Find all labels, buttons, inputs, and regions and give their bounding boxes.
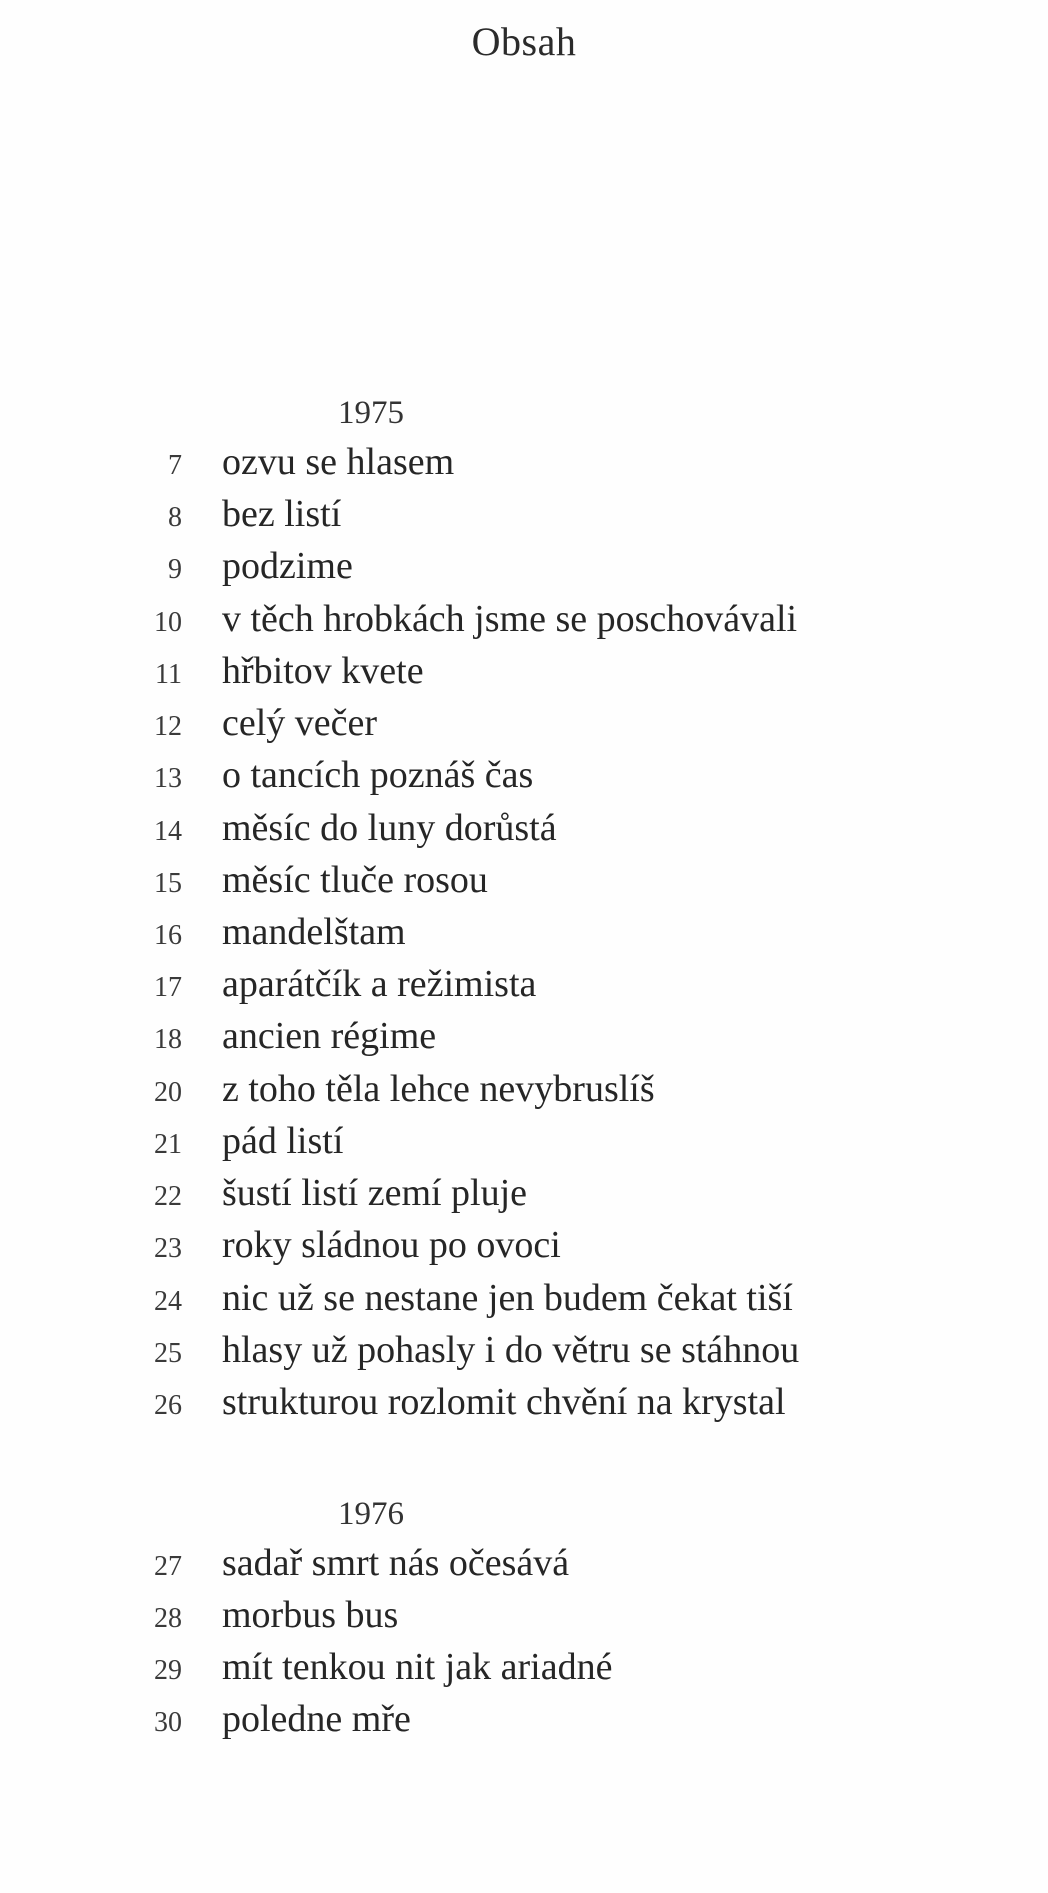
toc-entry: [0, 1223, 1048, 1275]
poem-title: o tancích poznáš čas: [222, 754, 534, 796]
poem-title: roky sládnou po ovoci: [222, 1224, 561, 1266]
poem-title: ancien régime: [222, 1015, 437, 1057]
poem-title: celý večer: [222, 702, 378, 744]
page-number: 23: [154, 1233, 182, 1264]
poem-title: strukturou rozlomit chvění na krystal: [222, 1381, 786, 1423]
poem-title: mandelštam: [222, 911, 406, 953]
page-number: 15: [154, 868, 182, 899]
page-number: 30: [154, 1707, 182, 1738]
poem-title: z toho těla lehce nevybruslíš: [222, 1068, 655, 1110]
poem-title: bez listí: [222, 493, 342, 535]
section-year: 1975: [338, 395, 404, 431]
toc-entry: [0, 910, 1048, 962]
poem-title: šustí listí zemí pluje: [222, 1172, 528, 1214]
toc-entry: [0, 1119, 1048, 1171]
page-title: Obsah: [471, 19, 577, 64]
poem-title: v těch hrobkách jsme se poschovávali: [222, 598, 798, 640]
page-number: 17: [154, 972, 182, 1003]
page-number: 8: [168, 502, 182, 533]
toc-entry: [0, 544, 1048, 596]
poem-title: morbus bus: [222, 1594, 399, 1636]
poem-title: pád listí: [222, 1120, 344, 1162]
page-number: 24: [154, 1286, 182, 1317]
poem-title: mít tenkou nit jak ariadné: [222, 1646, 613, 1688]
page-number: 18: [154, 1024, 182, 1055]
poem-title: hlasy už pohasly i do větru se stáhnou: [222, 1329, 800, 1371]
page-number: 12: [154, 711, 182, 742]
page-number: 21: [154, 1129, 182, 1160]
toc-entry: [0, 597, 1048, 649]
poem-title: poledne mře: [222, 1698, 411, 1740]
page-number: 9: [168, 554, 182, 585]
toc-entry: [0, 1014, 1048, 1066]
toc-entry: [0, 962, 1048, 1014]
page-number: 20: [154, 1077, 182, 1108]
toc-entry: [0, 1067, 1048, 1119]
toc-entry: [0, 1276, 1048, 1328]
page-number: 22: [154, 1181, 182, 1212]
toc-entry: [0, 1328, 1048, 1380]
poem-title: nic už se nestane jen budem čekat tiší: [222, 1277, 793, 1319]
page-number: 7: [168, 450, 182, 481]
poem-title: měsíc do luny dorůstá: [222, 807, 557, 849]
toc-entry: [0, 753, 1048, 805]
poem-title: sadař smrt nás očesává: [222, 1542, 570, 1584]
poem-title: aparátčík a režimista: [222, 963, 537, 1005]
toc-entry: [0, 1171, 1048, 1223]
toc-entry: [0, 701, 1048, 753]
toc-entry: [0, 1645, 1048, 1697]
page-number: 25: [154, 1338, 182, 1369]
page-number: 13: [154, 763, 182, 794]
section-year: 1976: [338, 1496, 404, 1532]
page-number: 26: [154, 1390, 182, 1421]
page-number: 14: [154, 816, 182, 847]
page-number: 11: [155, 659, 182, 690]
page-number: 16: [154, 920, 182, 951]
poem-title: měsíc tluče rosou: [222, 859, 488, 901]
toc-entry: [0, 1541, 1048, 1593]
toc-entry: [0, 492, 1048, 544]
toc-entry: [0, 806, 1048, 858]
toc-entry: [0, 858, 1048, 910]
poem-title: ozvu se hlasem: [222, 441, 455, 483]
page-number: 29: [154, 1655, 182, 1686]
page-number: 27: [154, 1551, 182, 1582]
toc-entry: [0, 649, 1048, 701]
toc-entry: [0, 1380, 1048, 1432]
page-number: 28: [154, 1603, 182, 1634]
poem-title: hřbitov kvete: [222, 650, 424, 692]
toc-entry: [0, 440, 1048, 492]
toc-entry: [0, 1697, 1048, 1749]
toc-entry: [0, 1593, 1048, 1645]
poem-title: podzime: [222, 545, 353, 587]
page-number: 10: [154, 607, 182, 638]
